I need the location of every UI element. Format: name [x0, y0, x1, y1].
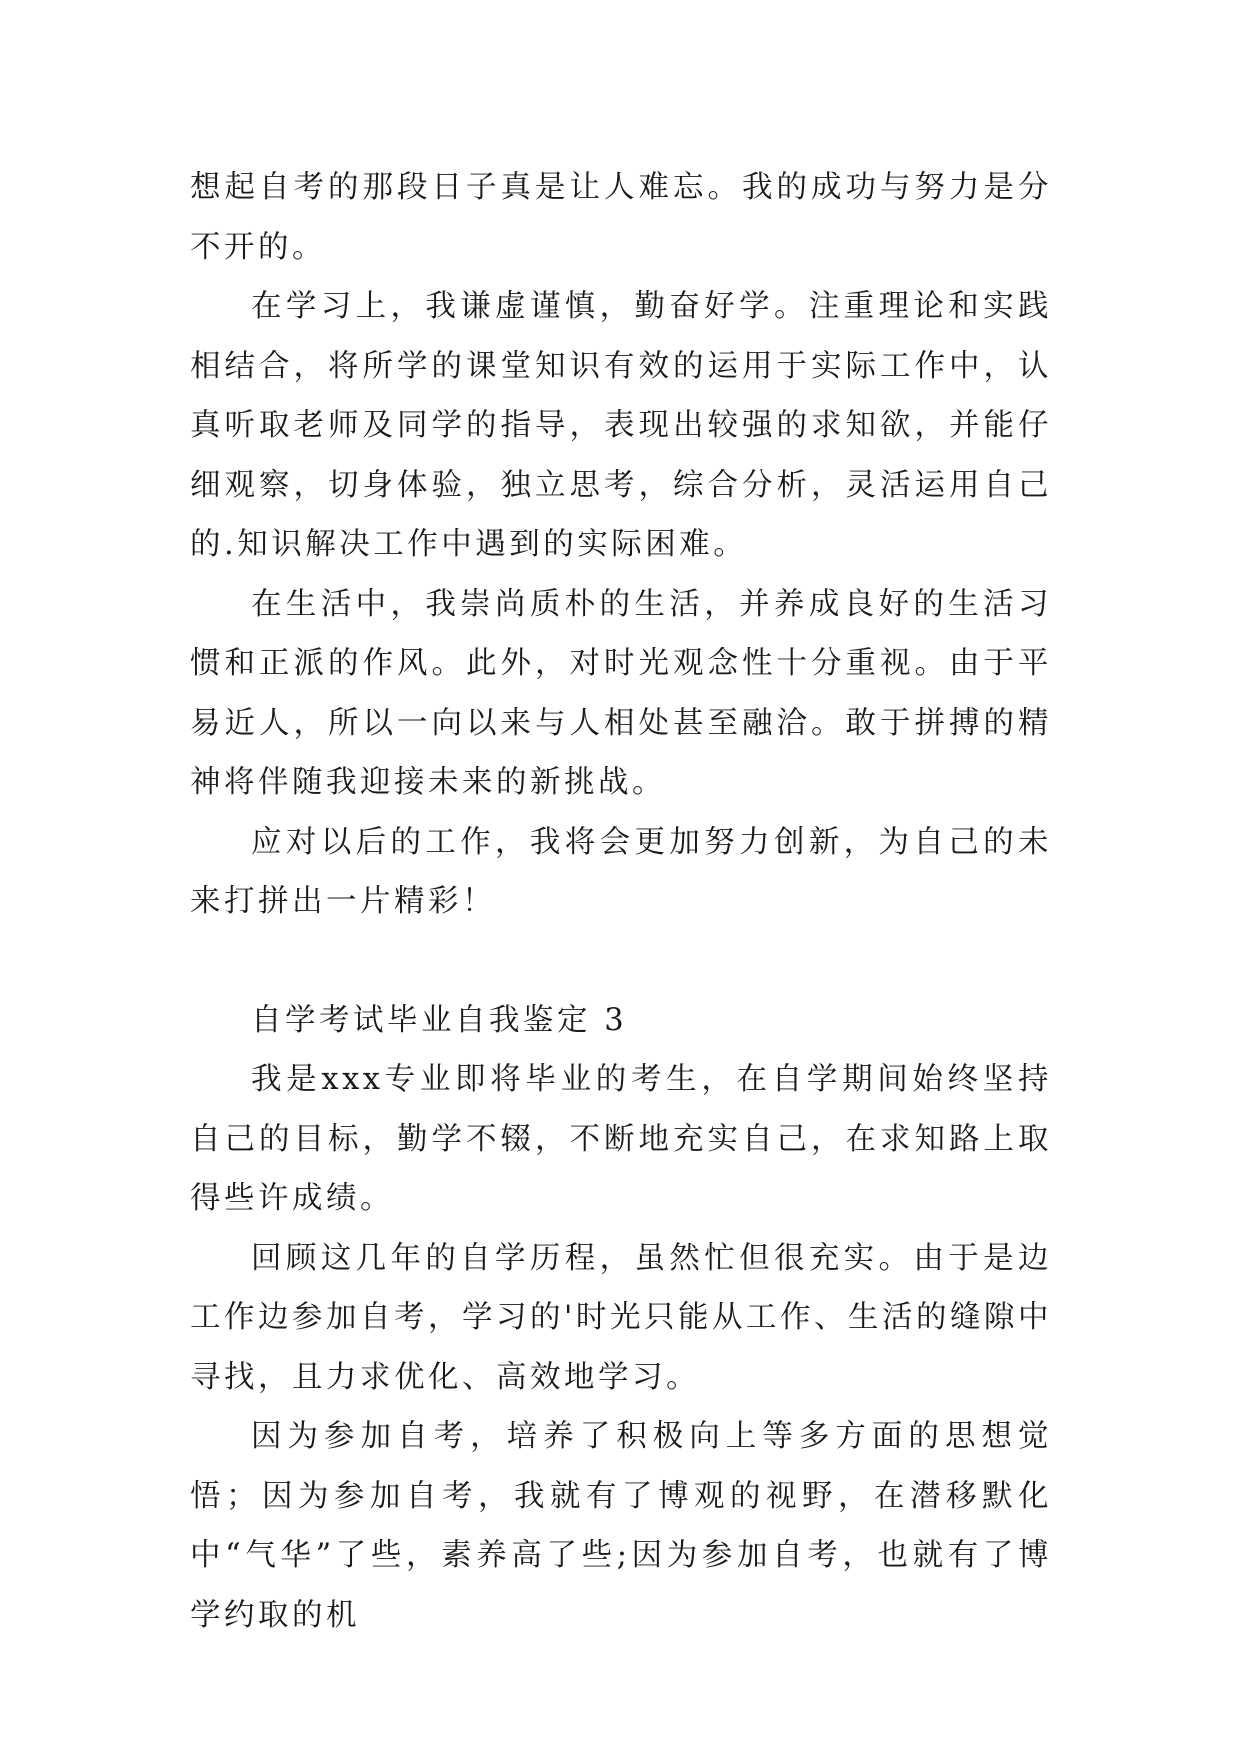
- paragraph-future: 应对以后的工作，我将会更加努力创新，为自己的未来打拼出一片精彩！: [190, 824, 1052, 919]
- paragraph-review: 回顾这几年的自学历程，虽然忙但很充实。由于是边工作边参加自考，学习的'时光只能从工作、生活的缝隙中寻找，且力求优化、高效地学习。: [190, 1240, 1052, 1395]
- paragraph-continuation: 想起自考的那段日子真是让人难忘。我的成功与努力是分不开的。: [190, 170, 1052, 265]
- paragraph-study: 在学习上，我谦虚谨慎，勤奋好学。注重理论和实践相结合，将所学的课堂知识有效的运用于实际工作中，认真听取老师及同学的指导，表现出较强的求知欲，并能仔细观察，切身体验，独立思考，综合分析，灵活运用自己的.知识解决工作中遇到的实际困难。: [190, 289, 1052, 562]
- section-heading: 自学考试毕业自我鉴定 3: [251, 1002, 628, 1038]
- paragraph-benefits: 因为参加自考，培养了积极向上等多方面的思想觉悟；因为参加自考，我就有了博观的视野，在潜移默化中“气华”了些，素养高了些;因为参加自考，也就有了博学约取的机: [190, 1419, 1052, 1633]
- paragraph-life: 在生活中，我崇尚质朴的生活，并养成良好的生活习惯和正派的作风。此外，对时光观念性十分重视。由于平易近人，所以一向以来与人相处甚至融洽。敢于拼搏的精神将伴随我迎接未来的新挑战。: [190, 586, 1052, 800]
- document-body: [190, 158, 1052, 1645]
- paragraph-intro: 我是xxx专业即将毕业的考生，在自学期间始终坚持自己的目标，勤学不辍，不断地充实自己，在求知路上取得些许成绩。: [190, 1062, 1052, 1216]
